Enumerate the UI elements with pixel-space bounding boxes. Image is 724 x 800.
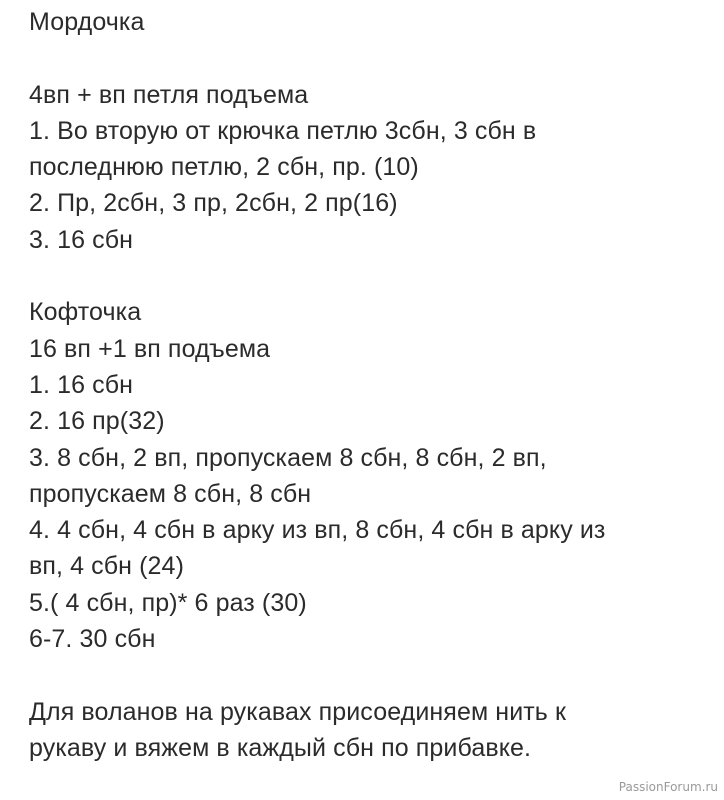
spacer	[29, 40, 709, 76]
watermark: PassionForum.ru	[618, 780, 718, 794]
face-row-1-cont: последнюю петлю, 2 сбн, пр. (10)	[29, 153, 419, 182]
spacer	[29, 657, 709, 693]
section-title-jacket: Кофточка	[29, 298, 142, 327]
jacket-row-6-7: 6-7. 30 сбн	[29, 625, 156, 654]
jacket-row-1: 1. 16 сбн	[29, 370, 134, 399]
jacket-instruction: 16 вп +1 вп подъема	[29, 334, 271, 363]
jacket-row-4: 4. 4 сбн, 4 сбн в арку из вп, 8 сбн, 4 сбн в арку из	[29, 516, 606, 545]
jacket-row-3-cont: пропускаем 8 сбн, 8 сбн	[29, 479, 312, 508]
sleeves-text-line-2: рукаву и вяжем в каждый сбн по прибавке.	[29, 733, 532, 762]
face-row-2: 2. Пр, 2сбн, 3 пр, 2сбн, 2 пр(16)	[29, 189, 398, 218]
face-row-1: 1. Во вторую от крючка петлю 3сбн, 3 сбн в	[29, 116, 537, 145]
jacket-row-4-cont: вп, 4 сбн (24)	[29, 552, 184, 581]
sleeves-text-line-1: Для воланов на рукавах присоединяем нить к	[29, 697, 567, 726]
jacket-row-2: 2. 16 пр(32)	[29, 407, 165, 436]
face-row-3: 3. 16 сбн	[29, 225, 134, 254]
spacer	[29, 258, 709, 294]
document-body	[29, 4, 709, 766]
jacket-row-3: 3. 8 сбн, 2 вп, пропускаем 8 сбн, 8 сбн, 2 вп,	[29, 443, 547, 472]
face-instruction: 4вп + вп петля подъема	[29, 80, 309, 109]
section-title-face: Мордочка	[29, 8, 145, 36]
jacket-row-5: 5.( 4 сбн, пр)* 6 раз (30)	[29, 588, 307, 617]
